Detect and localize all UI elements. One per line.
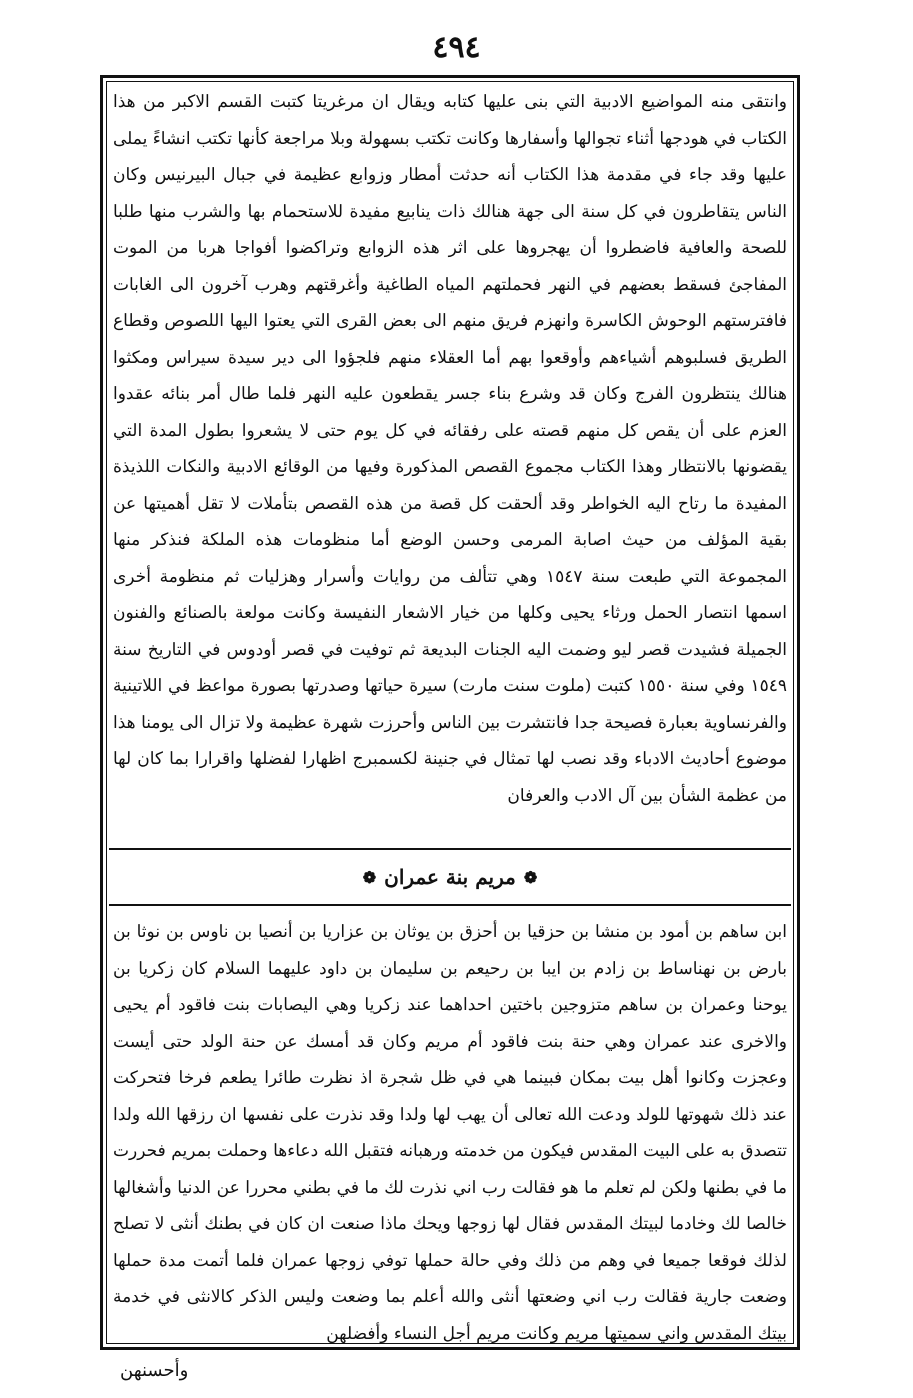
section-heading-row <box>103 856 797 898</box>
section-heading <box>363 865 537 889</box>
page-frame <box>100 75 800 1350</box>
top-text-block <box>113 84 787 814</box>
flower-ornament-icon: ❁ <box>523 867 538 887</box>
bottom-paragraph: ابن ساهم بن أمود بن منشا بن حزقيا بن أحزق بن يوثان بن عزاريا بن أنصيا بن ناوس بن نوثا بن بارض بن نهناساط بن زادم بن ايبا بن رحيعم بن سليمان بن داود عليهما السلام كان زكريا بن يوحنا وعمران بن ساهم متزوجين باختين احداهما عند زكريا وهي اليصابات بنت فاقود أم يحيى والاخرى عند عمران وهي حنة بنت فاقود أم مريم وكان قد أمسك عن حنة الولد حتى أيست وعجزت وكانوا أهل بيت بمكان فبينما هي في ظل شجرة اذ نظرت طائرا يطعم فرخا فتحركت عند ذلك شهوتها للولد ودعت الله تعالى أن يهب لها ولدا وقد نذرت على نفسها ان رزقها الله ولدا تتصدق به على البيت المقدس فيكون من خدمته ورهبانه فتقبل الله دعاءها وحملت بمريم فحررت ما في بطنها ولكن لم تعلم ما هو فقالت رب اني نذرت لك ما في بطني محررا عن الدنيا وأشغالها خالصا لك وخادما لبيتك المقدس فقال لها زوجها ويحك ماذا صنعت ان كان في بطنك أنثى لا تصلح لذلك فوقعا جميعا في وهم من ذلك وفي حالة حملها توفي زوجها عمران فلما أتمت مدة حملها وضعت جارية فقالت رب اني وضعتها أنثى والله أعلم بما وضعت وليس الذكر كالانثى في خدمة بيتك المقدس واني سميتها مريم وكانت مريم أجل النساء وأفضلهن <box>113 922 787 1344</box>
catchword: وأحسنهن <box>120 1360 189 1381</box>
section-title: مريم بنة عمران <box>384 865 516 889</box>
section-divider-bottom <box>109 904 791 906</box>
bottom-text-block <box>113 914 787 1352</box>
flower-ornament-icon: ❁ <box>362 867 377 887</box>
section-divider-top <box>109 848 791 850</box>
top-paragraph: وانتقى منه المواضيع الادبية التي بنى عليها كتابه ويقال ان مرغريتا كتبت القسم الاكبر من هذا الكتاب في هودجها أثناء تجوالها وأسفارها وكانت تكتب بسهولة وبلا مراجعة كأنها تكتب انشاءً يملى عليها وقد جاء في مقدمة هذا الكتاب أنه حدثت أمطار وزوابع عظيمة في جبال البيرنيس وكان الناس يتقاطرون في كل سنة الى جهة هنالك ذات ينابيع مفيدة للاستحمام بها والشرب منها طلبا للصحة والعافية فاضطروا أن يهجروها على اثر هذه الزوابع وتراكضوا أفواجا هربا من الموت المفاجئ فسقط بعضهم في النهر فحملتهم المياه الطاغية وأغرقتهم وهرب آخرون الى الغابات فافترستهم الوحوش الكاسرة وانهزم فريق منهم الى بعض القرى التي يعتوا اليها اللصوص وقطاع الطريق فسلبوهم أشياءهم وأوقعوا بهم أما العقلاء منهم فلجؤوا الى دير سيدة سيراس ومكثوا هنالك ينتظرون الفرج وكان قد وشرع بناء جسر يقطعون عليه النهر فلما طال أمر بنائه عقدوا العزم على أن يقص كل منهم قصته على رفقائه في كل يوم حتى لا يشعروا بطول المدة التي يقضونها بالانتظار وهذا الكتاب مجموع القصص المذكورة وفيها من الوقائع الادبية والنكات اللذيذة المفيدة ما رتاح اليه الخواطر وقد ألحقت كل قصة من هذه القصص بتأملات لا تقل أهميتها عن بقية المؤلف من حيث اصابة المرمى وحسن الوضع أما منظومات هذه الملكة فنذكر منها المجموعة التي طبعت سنة ١٥٤٧ وهي تتألف من روايات وأسرار وهزليات ثم منظومة أخرى اسمها انتصار الحمل ورثاء يحيى وكلها من خيار الاشعار النفيسة وكانت مولعة بالصنائع والفنون الجميلة فشيدت قصر ليو وضمت اليه الجنات البديعة ثم توفيت في قصر أودوس في التاريخ سنة ١٥٤٩ وفي سنة ١٥٥٠ كتبت (ملوت سنت مارت) سيرة حياتها وصدرتها بصورة مواعظ في اللاتينية والفرنساوية بعبارة فصيحة جدا فانتشرت بين الناس وأحرزت شهرة عظيمة ولا تزال الى يومنا هذا موضوع أحاديث الادباء وقد نصب لها تمثال في جنينة لكسمبرج اظهارا لفضلها واقرارا بما كان لها من عظمة الشأن بين آل الادب والعرفان <box>113 92 787 806</box>
page-number: ٤٩٤ <box>432 30 481 65</box>
